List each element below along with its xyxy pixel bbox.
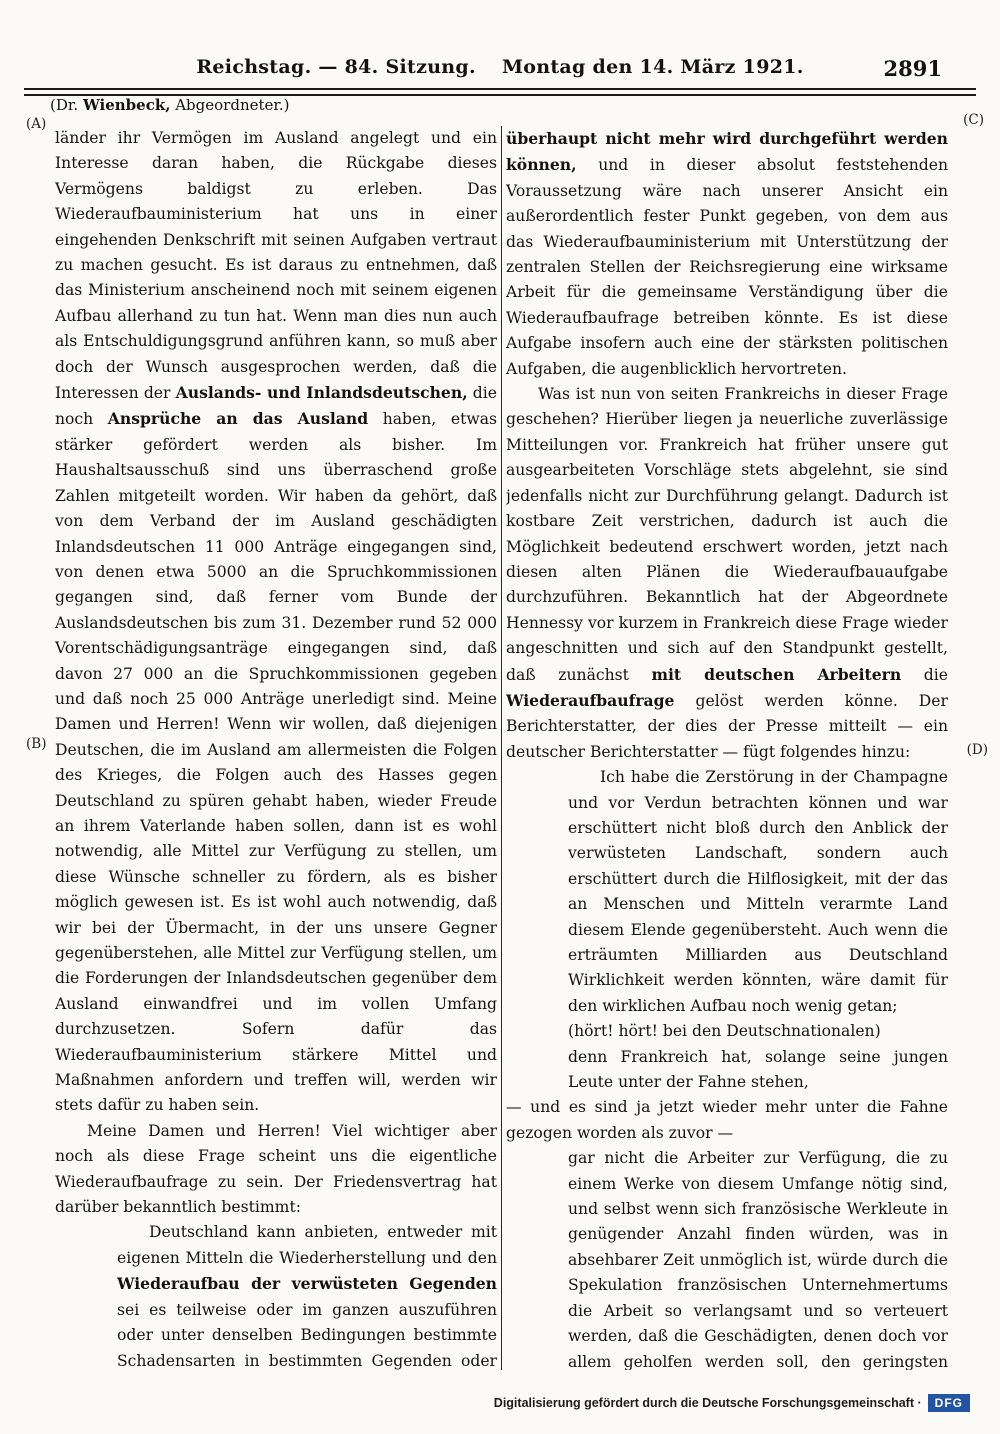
margin-letter-d: (D): [966, 742, 988, 758]
paragraph: denn Frankreich hat, solange seine jungen Leute unter der Fahne stehen,: [568, 1047, 948, 1092]
margin-letter-a: (A): [26, 116, 47, 132]
paragraph: Meine Damen und Herren! Viel wichtiger aber noch als diese Frage scheint uns die eigentliche Wiederaufbaufrage zu sein. Der Friedensvertrag hat darüber bekanntlich bestimmt:: [55, 1121, 497, 1217]
paragraph: überhaupt nicht mehr wird durchgeführt werden können, und in dieser absolut feststehenden Voraussetzung wäre nach unserer Ansicht ein außerordentlich fester Punkt gegeben, von dem aus das Wiederaufbauministerium mit Unterstützung der zentralen Stellen der Reichsregierung eine wirksame Arbeit für die gemeinsame Verständigung über die Wiederaufbaufrage betreiben könnte. Es ist diese Aufgabe insofern auch eine der stärksten politischen Aufgaben, die augenblicklich hervortreten.: [506, 129, 948, 378]
paragraph: länder ihr Vermögen im Ausland angelegt und ein Interesse daran haben, die Rückgabe dieses Vermögens baldigst zu erleben. Das Wiederaufbauministerium hat uns in einer eingehenden Denkschrift mit seinen Aufgaben vertraut zu machen gesucht. Es ist daraus zu entnehmen, daß das Ministerium anscheinend noch mit seinem eigenen Aufbau allerhand zu tun hat. Wenn man dies nun auch als Entschuldigungsgrund anführen kann, so muß aber doch der Wunsch ausgesprochen werden, daß die Interessen der Auslands- und Inlandsdeutschen, die noch Ansprüche an das Ausland haben, etwas stärker gefördert werden als bisher. Im Haushaltsausschuß sind uns überraschend große Zahlen mitgeteilt worden. Wir haben da gehört, daß von dem Verband der im Ausland geschädigten Inlandsdeutschen 11 000 Anträge eingegangen sind, von denen etwa 5000 an die Spruchkommissionen gegangen sind, daß ferner vom Bunde der Auslandsdeutschen bis zum 31. Dezember rund 52 000 Vorentschädigungsanträge eingegangen sind, daß davon 27 000 an die Spruchkommissionen gegeben und daß noch 25 000 Anträge unerledigt sind. Meine Damen und Herren! Wenn wir wollen, daß diejenigen Deutschen, die im Ausland am allermeisten die Folgen des Krieges, die Folgen auch des Hasses gegen Deutschland zu spüren gehabt haben, wieder Freude an ihrem Vaterlande haben sollen, dann ist es wohl notwendig, alle Mittel zur Verfügung zu stellen, um diese Wünsche schneller zu fördern, als es bisher möglich gewesen ist. Es ist wohl auch notwendig, daß wir bei der Übermacht, in der uns unsere Gegner gegenüberstehen, alle Mittel zur Verfügung stellen, um die Forderungen der Inlandsdeutschen gegenüber dem Ausland einwandfrei und im vollen Umfang durchzusetzen. Sofern dafür das Wiederaufbauministerium stärkere Mittel und Maßnahmen anfordern und treffen will, werden wir stets dafür zu haben sein.: [55, 129, 497, 1115]
paragraph: gar nicht die Arbeiter zur Verfügung, die zu einem Werke von diesem Umfange nötig sind, und selbst wenn sich französische Werkleute in genügender Anzahl finden würden, was in absehbarer Zeit unmöglich ist, würde durch die Spekulation französischen Unternehmertums die Arbeit so verlangsamt und so verteuert werden, daß die Geschädigten, denen doch vor allem geholfen werden soll, den geringsten: [568, 1149, 948, 1370]
two-column-text-area: [55, 126, 948, 1370]
dfg-logo: DFG: [928, 1394, 970, 1412]
margin-letter-b: (B): [26, 736, 47, 752]
paragraph: — und es sind ja jetzt wieder mehr unter die Fahne gezogen worden als zuvor —: [506, 1098, 948, 1142]
speaker-suffix: Abgeordneter.): [170, 96, 290, 114]
session-title: Reichstag. — 84. Sitzung.: [196, 56, 476, 78]
paragraph: Ich habe die Zerstörung in der Champagne und vor Verdun betrachten können und war erschüttert nicht bloß durch den Anblick der verwüsteten Landschaft, sondern auch erschüttert durch die Hilflosigkeit, mit der das an Menschen und Mitteln verarmte Land diesem Elende gegenübersteht. Auch wenn die erträumten Milliarden aus Deutschland Wirklichkeit werden könnten, wäre damit für den wirklichen Aufbau noch wenig getan;: [568, 768, 948, 1015]
speaker-name: Wienbeck,: [82, 96, 171, 114]
paragraph: (hört! hört! bei den Deutschnationalen): [568, 1022, 881, 1041]
digitization-credit: [494, 1394, 970, 1412]
paragraph: Deutschland kann anbieten, entweder mit eigenen Mitteln die Wiederherstellung und den Wiederaufbau der verwüsteten Gegenden sei es teilweise oder im ganzen auszuführen oder unter denselben Bedingungen bestimmte Schadensarten in bestimmten Gegenden oder: [117, 1223, 497, 1370]
speaker-prefix: (Dr.: [50, 96, 83, 114]
margin-letter-c: (C): [963, 112, 984, 128]
session-date: Montag den 14. März 1921.: [501, 56, 804, 78]
page-number: 2891: [883, 56, 942, 81]
paragraph: Was ist nun von seiten Frankreichs in dieser Frage geschehen? Hierüber liegen ja neuerliche zuverlässige Mitteilungen vor. Frankreich hat früher unsere gut ausgearbeiteten Vorschläge stets abgelehnt, sie sind jedenfalls nicht zur Durchführung gelangt. Dadurch ist kostbare Zeit verstrichen, dadurch ist auch die Möglichkeit bedeutend erschwert worden, jetzt nach diesen alten Plänen die Wiederaufbauaufgabe durchzuführen. Bekanntlich hat der Abgeordnete Hennessy vor kurzem in Frankreich diese Frage wieder angeschnitten und sich auf den Standpunkt gestellt, daß zunächst mit deutschen Arbeitern die Wiederaufbaufrage gelöst werden könne. Der Berichterstatter, der dies der Presse mitteilt — ein deutscher Berichterstatter — fügt folgendes hinzu:: [506, 385, 948, 761]
credit-text: Digitalisierung gefördert durch die Deutsche Forschungsgemeinschaft ·: [493, 1396, 922, 1410]
speaker-note: [50, 96, 290, 114]
header-divider-rule: [24, 88, 976, 96]
column-right: [506, 126, 948, 1370]
column-left: [55, 126, 497, 1370]
page-header: [50, 56, 950, 90]
